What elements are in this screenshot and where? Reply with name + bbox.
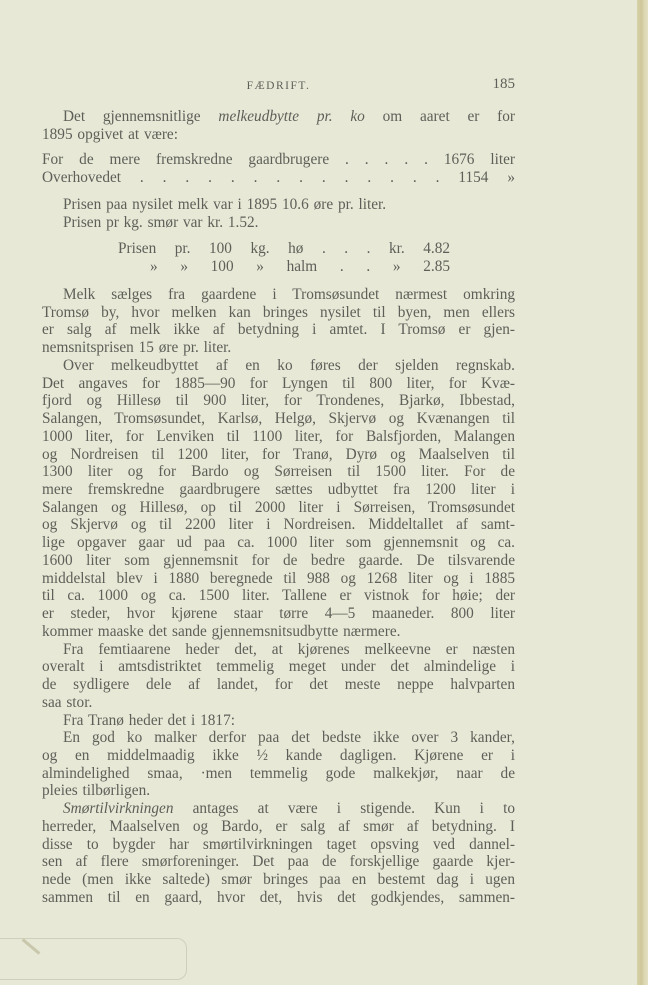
text-line [63, 286, 515, 304]
text-line [42, 765, 515, 783]
text-line [42, 321, 515, 339]
text-segment: herreder, Maalselven og Bardo, er salg af smør af betydning. I [42, 817, 515, 835]
text-line [42, 747, 515, 765]
text-segment: nemsnitsprisen 15 øre pr. liter. [42, 339, 232, 357]
text-segment: er salg af melk ikke af betydning i amtet. I Tromsø er gjen- [42, 321, 515, 339]
text-line [42, 304, 515, 322]
text-segment: Salangen og Hillesø, op til 2000 liter i Sørreisen, Tromsøsundet [42, 498, 515, 516]
text-line [63, 214, 515, 232]
text-line [42, 658, 515, 676]
text-line [42, 169, 515, 187]
text-segment: fjord og Hillesø til 900 liter, for Trondenes, Bjarkø, Ibbestad, [42, 392, 515, 410]
text-segment: kommer maaske det sande gjennemsnitsudbytte nærmere. [42, 622, 401, 640]
text-segment: Det gjennemsnitlige [63, 108, 219, 125]
text-segment: 1000 liter, for Lenviken til 1100 liter, for Balsfjorden, Malangen [42, 427, 515, 445]
text-segment: 1600 liter som gjennemsnit for de bedre gaarde. De tilsvarende [42, 551, 515, 569]
text-segment: mere fremskredne gaardbrugere sættes udbyttet fra 1200 liter i [42, 481, 515, 499]
italic-term: Smørtilvirkningen [63, 800, 174, 818]
text-line [42, 587, 515, 605]
text-line [42, 516, 515, 534]
text-segment: Det angaves for 1885—90 for Lyngen til 800 liter, for Kvæ- [42, 374, 515, 392]
text-segment: overalt i amtsdistriktet temmelig meget under det almindelige i [42, 658, 515, 676]
text-line [42, 151, 515, 169]
text-line [42, 605, 515, 623]
text-line [42, 782, 515, 800]
text-line [42, 889, 515, 907]
text-segment: 1300 liter og for Bardo og Sørreisen til 1500 liter. For de [42, 463, 515, 481]
text-line [63, 729, 515, 747]
text-line [42, 410, 515, 428]
text-line [42, 375, 515, 393]
text-segment: Tromsø by, hvor melken kan bringes nysilet til byen, men ellers [42, 303, 515, 321]
text-line [42, 534, 515, 552]
text-segment: pleies tilbørligen. [42, 782, 151, 800]
text-segment: Fra Tranø heder det i 1817: [63, 711, 235, 729]
text-segment: og Nordreisen til 1200 liter, for Tranø, Dyrø og Maalselven til [42, 445, 515, 463]
text-line [63, 357, 515, 375]
text-segment: Prisen pr kg. smør var kr. 1.52. [63, 214, 259, 231]
page-edge [637, 0, 648, 985]
text-line [63, 641, 515, 659]
text-segment: Prisen pr. 100 kg. hø . . . kr. 4.82 [118, 240, 450, 257]
text-segment: og en middelmaadig ikke ½ kande dagligen. Kjørene er i [42, 746, 515, 764]
text-segment: til ca. 1000 og ca. 1500 liter. Tallene er vistnok for høie; der [42, 587, 515, 605]
text-line [63, 800, 515, 818]
text-segment: og Skjervø og til 2200 liter i Nordreisen. Middeltallet af samt- [42, 516, 515, 534]
text-segment: disse to bygder har smørtilvirkningen taget opsving ved dannel- [42, 835, 515, 853]
italic-term: melkeudbytte pr. ko [218, 108, 365, 125]
text-line [42, 463, 515, 481]
text-line [63, 712, 515, 730]
text-segment: middelstal blev i 1880 beregnede til 988 og 1268 liter og i 1885 [42, 569, 515, 587]
text-segment: 1895 opgivet at være: [42, 126, 178, 143]
text-segment: sammen til en gaard, hvor det, hvis det godkjendes, sammen- [42, 888, 515, 906]
text-segment: Overhovedet . . . . . . . . . . . . . . 1154 » [42, 169, 515, 186]
text-line [42, 126, 515, 144]
text-segment: Melk sælges fra gaardene i Tromsøsundet nærmest omkring [63, 286, 515, 303]
text-segment: sen af flere smørforeninger. Det paa de forskjellige gaarde kjer- [42, 853, 515, 871]
text-segment: Over melkeudbyttet af en ko føres der sjelden regnskab. [63, 356, 515, 374]
text-segment: de sydligere dele af landet, for det meste neppe halvparten [42, 676, 515, 694]
text-line [42, 499, 515, 517]
running-title: FÆDRIFT. [246, 80, 311, 92]
text-segment: nede (men ikke saltede) smør bringes paa en bestemt dag i ugen [42, 871, 515, 889]
text-segment: almindelighed smaa, ·men temmelig gode malkekjør, naar de [42, 764, 515, 782]
text-line [42, 676, 515, 694]
text-line [63, 196, 515, 214]
text-line [118, 240, 450, 258]
text-line [42, 392, 515, 410]
text-segment: Salangen, Tromsøsundet, Karlsø, Helgø, Skjervø og Kvænangen til [42, 410, 515, 428]
text-segment: Prisen paa nysilet melk var i 1895 10.6 øre pr. liter. [63, 196, 387, 213]
text-segment: saa stor. [42, 693, 93, 711]
text-line [42, 339, 515, 357]
text-line [42, 853, 515, 871]
text-line [42, 871, 515, 889]
text-segment: » » 100 » halm . . » 2.85 [150, 258, 450, 275]
text-segment: er steder, hvor kjørene staar tørre 4—5 maaneder. 800 liter [42, 605, 515, 623]
text-line [42, 694, 515, 712]
text-segment: om aaret er for [364, 108, 515, 125]
text-line [42, 446, 515, 464]
text-segment: antages at være i stigende. Kun i to [173, 800, 515, 818]
text-line [42, 818, 515, 836]
text-segment: For de mere fremskredne gaardbrugere . . . . . 1676 liter [42, 151, 515, 168]
text-line [42, 552, 515, 570]
text-line [42, 428, 515, 446]
text-line [42, 836, 515, 854]
text-segment: Fra femtiaarene heder det, at kjørenes melkeevne er næsten [63, 640, 515, 658]
page-number: 185 [492, 76, 515, 92]
text-line [63, 108, 515, 126]
page-header [42, 76, 515, 96]
text-line [42, 570, 515, 588]
text-line [42, 623, 515, 641]
text-segment: En god ko malker derfor paa det bedste ikke over 3 kander, [63, 729, 515, 747]
text-line [42, 481, 515, 499]
text-line [150, 258, 450, 276]
text-segment: lige opgaver gaar ud paa ca. 1000 liter som gjennemsnit og ca. [42, 534, 515, 552]
